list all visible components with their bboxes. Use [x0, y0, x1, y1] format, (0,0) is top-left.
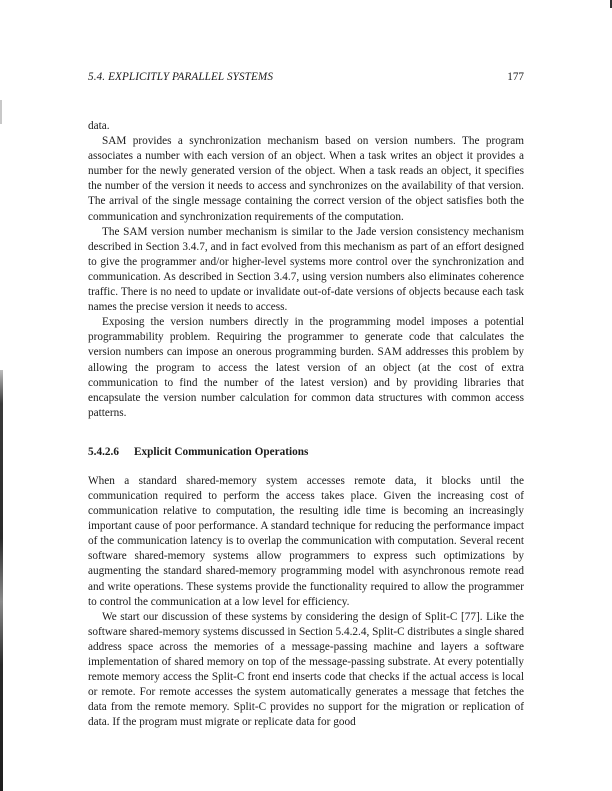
paragraph-sam-version-numbers: The SAM version number mechanism is similar to the Jade version consistency mechanism described in Section 3.4.7, and in fact evolved from this mechanism as part of an effort designed to give the programmer and/or higher-level systems more control over the synchronization and communication. As described in Section 3.4.7, using version numbers also eliminates coherence traffic. There is no need to update or invalidate out-of-date versions of objects because each task names the precise version it needs to access.: [88, 225, 524, 314]
paragraph-communication-latency: When a standard shared-memory system accesses remote data, it blocks until the communication required to perform the access takes place. Given the increasing cost of communication relative to computation, the resulting idle time is becoming an increasingly important cause of poor performance. A standard technique for reducing the performance impact of the communication latency is to overlap the communication with computation. Several recent software shared-memory systems allow programmers to express such optimizations by augmenting the standard shared-memory programming model with asynchronous remote read and write operations. These systems provide the functionality required to allow the programmer to control the communication at a low level for efficiency.: [88, 474, 524, 608]
running-title: 5.4. EXPLICITLY PARALLEL SYSTEMS: [88, 71, 274, 83]
paragraph-split-c: We start our discussion of these systems by considering the design of Split-C [77]. Like the software shared-memory systems discussed in Section 5.4.2.4, Split-C distributes a single shared address space across the memories of a message-passing machine and layers a software implementation of shared memory on top of the message-passing substrate. At every potentially remote memory access the Split-C front end inserts code that checks if the actual access is local or remote. For remote accesses the system automatically generates a message that fetches the data from the remote memory. Split-C provides no support for the migration or replication of data. If the program must migrate or replicate data for good: [88, 610, 524, 729]
section-heading: [88, 445, 524, 460]
page-number: 177: [507, 71, 524, 83]
running-header: [88, 69, 524, 85]
section-title: Explicit Communication Operations: [134, 445, 309, 458]
paragraph-continuation: data.: [88, 120, 110, 132]
scan-edge-mark-top: [0, 100, 2, 124]
page-body: [88, 119, 524, 730]
paragraph-sam-synchronization: SAM provides a synchronization mechanism based on version numbers. The program associates a number with each version of an object. When a task writes an object it provides a number for the newly generated version of the object. When a task reads an object, it specifies the number of the version it needs to access and synchronizes on the availability of that version. The arrival of the single message containing the correct version of the object satisfies both the communication and synchronization requirements of the computation.: [88, 135, 524, 223]
scan-edge-mark-bottom: [0, 370, 3, 791]
section-number: 5.4.2.6: [88, 445, 119, 458]
paragraph-programmability: Exposing the version numbers directly in the programming model imposes a potential programmability problem. Requiring the programmer to generate code that calculates the version numbers can impose an onerous programming burden. SAM addresses this problem by allowing the program to access the latest version of an object (at the cost of extra communication to find the number of the latest version) and by providing libraries that encapsulate the version number calculation for common data structures with common access patterns.: [88, 316, 524, 419]
